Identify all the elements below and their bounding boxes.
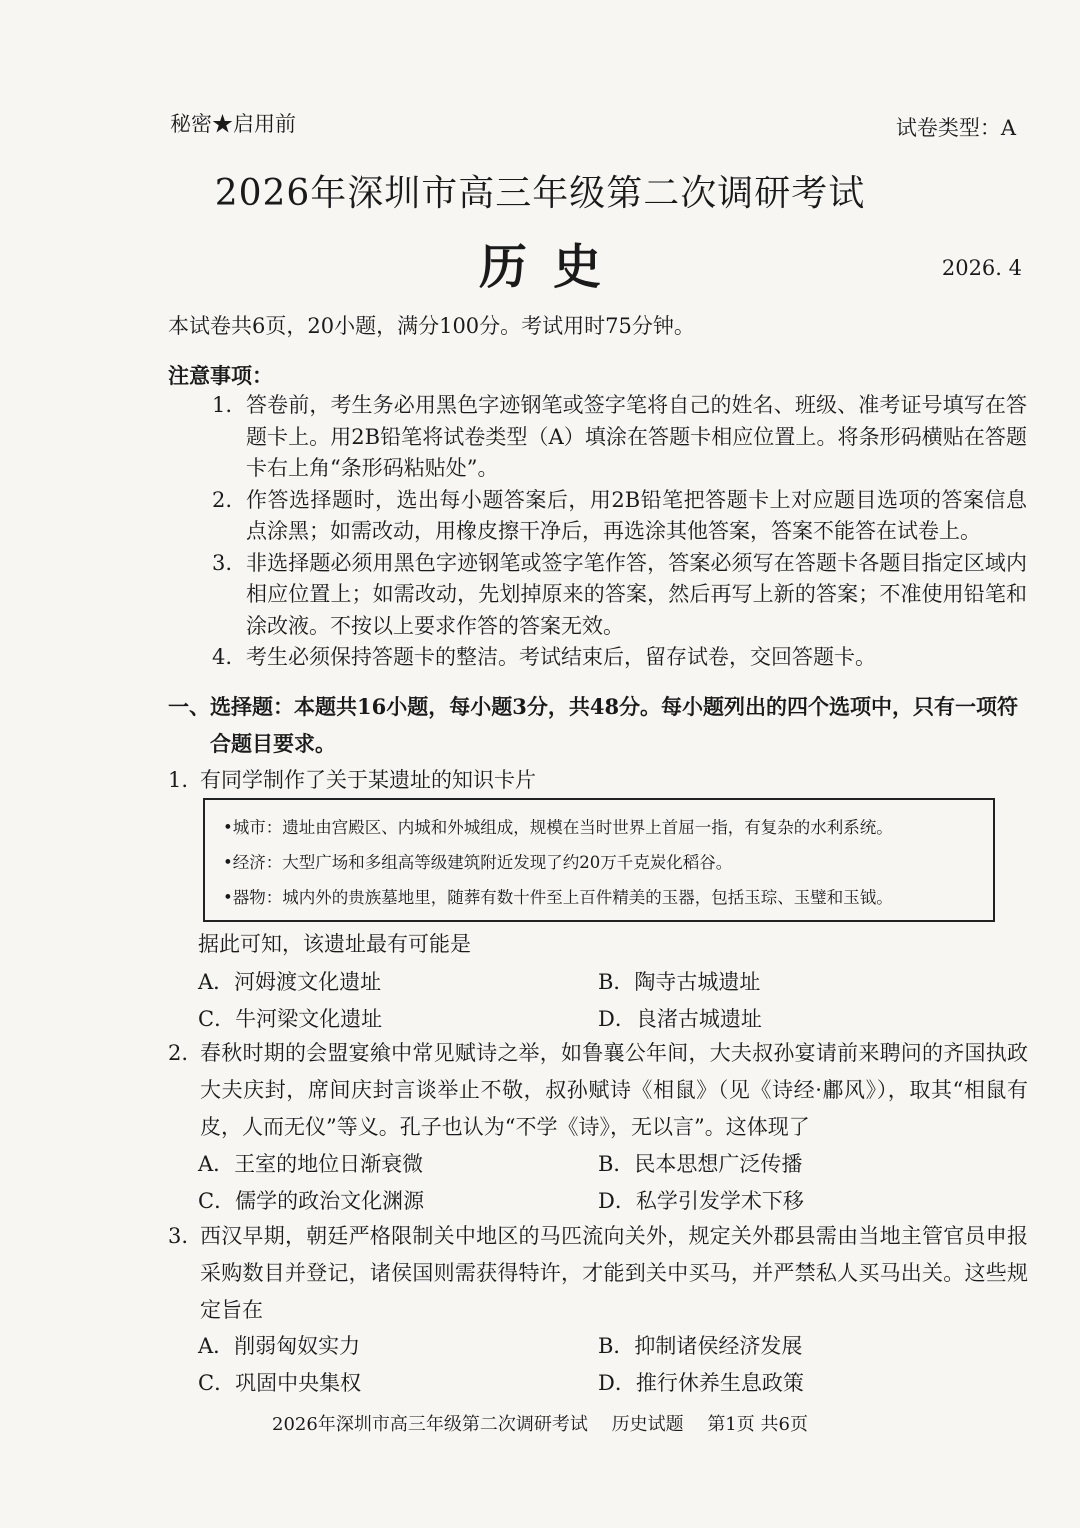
question-2-options (198, 1146, 998, 1220)
notice-text: 考生必须保持答题卡的整洁。考试结束后，留存试卷，交回答题卡。 (246, 645, 876, 669)
notice-number: 3. (212, 550, 233, 575)
exam-intro: 本试卷共6页，20小题，满分100分。考试用时75分钟。 (168, 314, 695, 338)
option-b: B．民本思想广泛传播 (598, 1152, 803, 1176)
option-c: C．牛河梁文化遗址 (198, 1007, 383, 1031)
option-d: D．私学引发学术下移 (598, 1189, 804, 1213)
question-3-options (198, 1328, 998, 1402)
notice-text: 非选择题必须用黑色字迹钢笔或签字笔作答，答案必须写在答题卡各题目指定区域内相应位置上；如需改动，先划掉原来的答案，然后再写上新的答案；不准使用铅笔和涂改液。不按以上要求作答的答案无效。 (246, 550, 1027, 638)
notice-number: 1. (212, 393, 233, 417)
footer-exam: 2026年深圳市高三年级第二次调研考试 (272, 1414, 588, 1435)
option-b: B．陶寺古城遗址 (598, 970, 761, 994)
card-item: •城市：遗址由宫殿区、内城和外城组成，规模在当时世界上首屈一指，有复杂的水利系统。 (223, 818, 893, 837)
question-3 (168, 1218, 1028, 1329)
secret-label: 秘密★启用前 (170, 112, 296, 136)
notice-list (212, 390, 1027, 674)
option-c: C．巩固中央集权 (198, 1371, 362, 1395)
option-d: D．良渚古城遗址 (598, 1007, 762, 1031)
exam-title: 2026年深圳市高三年级第二次调研考试 (214, 173, 866, 214)
card-item: •经济：大型广场和多组高等级建筑附近发现了约20万千克炭化稻谷。 (223, 853, 733, 872)
question-stem: 有同学制作了关于某遗址的知识卡片 (200, 768, 536, 792)
question-number: 3. (168, 1224, 189, 1248)
notice-number: 2. (212, 487, 233, 512)
question-stem: 春秋时期的会盟宴飨中常见赋诗之举，如鲁襄公年间，大夫叔孙宴请前来聘问的齐国执政大夫庆封，席间庆封言谈举止不敬，叔孙赋诗《相鼠》（见《诗经·鄘风》），取其“相鼠有皮，人而无仪”等义。孔子也认为“不学《诗》，无以言”。这体现了 (200, 1041, 1028, 1139)
notice-item (212, 485, 1027, 548)
option-c: C．儒学的政治文化渊源 (198, 1189, 425, 1213)
notice-heading: 注意事项： (168, 363, 273, 388)
exam-date: 2026. 4 (941, 256, 1022, 280)
footer-subject: 历史试题 (611, 1414, 684, 1435)
footer-page: 第1页 共6页 (707, 1414, 808, 1435)
question-stem: 西汉早期，朝廷严格限制关中地区的马匹流向关外，规定关外郡县需由当地主管官员申报采购数目并登记，诸侯国则需获得特许，才能到关中买马，并严禁私人买马出关。这些规定旨在 (200, 1224, 1028, 1322)
notice-item (212, 390, 1027, 485)
option-a: A．削弱匈奴实力 (198, 1334, 361, 1358)
notice-text: 作答选择题时，选出每小题答案后，用2B铅笔把答题卡上对应题目选项的答案信息点涂黑；如需改动，用橡皮擦干净后，再选涂其他答案，答案不能答在试卷上。 (246, 487, 1027, 543)
paper-type-label: 试卷类型：A (895, 116, 1016, 140)
section-text: 选择题：本题共16小题，每小题3分，共48分。每小题列出的四个选项中，只有一项符合题目要求。 (210, 694, 1019, 756)
option-d: D．推行休养生息政策 (598, 1371, 804, 1395)
question-1 (168, 762, 1028, 799)
section-label: 一、 (168, 694, 210, 719)
question-ask: 据此可知，该遗址最有可能是 (198, 932, 471, 956)
option-a: A．河姆渡文化遗址 (198, 970, 382, 994)
notice-number: 4. (212, 645, 233, 669)
question-2 (168, 1035, 1028, 1146)
question-number: 2. (168, 1041, 189, 1065)
section-heading (168, 688, 1028, 762)
notice-text: 答卷前，考生务必用黑色字迹钢笔或签字笔将自己的姓名、班级、准考证号填写在答题卡上。用2B铅笔将试卷类型（A）填涂在答题卡相应位置上。将条形码横贴在答题卡右上角“条形码粘贴处”。 (246, 393, 1027, 480)
card-item: •器物：城内外的贵族墓地里，随葬有数十件至上百件精美的玉器，包括玉琮、玉璧和玉钺。 (223, 888, 893, 907)
knowledge-card (203, 798, 995, 922)
notice-item (212, 548, 1027, 643)
option-b: B．抑制诸侯经济发展 (598, 1334, 803, 1358)
notice-item (212, 642, 1027, 674)
question-number: 1. (168, 768, 189, 792)
page-footer (0, 1410, 1080, 1436)
subject-title: 历史 (478, 239, 627, 295)
option-a: A．王室的地位日渐衰微 (198, 1152, 424, 1176)
question-1-options (198, 964, 998, 1038)
